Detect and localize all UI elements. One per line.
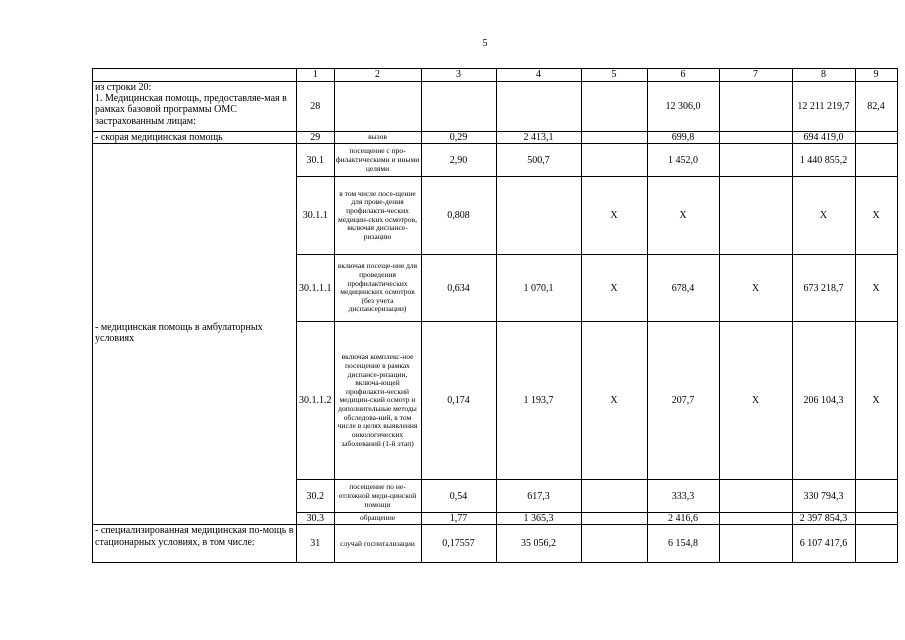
line-number: 28 — [297, 82, 335, 132]
line-number: 30.1 — [297, 144, 335, 177]
value-cell: 333,3 — [647, 480, 719, 513]
value-cell: 12 306,0 — [647, 82, 719, 132]
line-number: 30.1.1.2 — [297, 322, 335, 480]
value-cell: 206 104,3 — [792, 322, 855, 480]
value-cell: 6 154,8 — [647, 525, 719, 563]
value-cell — [719, 144, 792, 177]
value-cell: 2,90 — [421, 144, 496, 177]
line-number: 29 — [297, 132, 335, 144]
value-cell: 1 193,7 — [496, 322, 581, 480]
value-cell: 207,7 — [647, 322, 719, 480]
value-cell: X — [792, 177, 855, 255]
value-cell — [581, 82, 647, 132]
row-label: - скорая медицинская помощь — [93, 132, 297, 144]
value-cell — [855, 144, 897, 177]
unit-cell: вызов — [334, 132, 421, 144]
value-cell: X — [719, 255, 792, 322]
header-cell-empty — [93, 69, 297, 82]
value-cell — [581, 480, 647, 513]
value-cell: 617,3 — [496, 480, 581, 513]
value-cell — [421, 82, 496, 132]
unit-cell — [334, 82, 421, 132]
header-row — [93, 69, 898, 82]
line-number: 30.1.1.1 — [297, 255, 335, 322]
value-cell: 12 211 219,7 — [792, 82, 855, 132]
unit-cell: включая посеще-ние для проведения профилактических медицинских осмотров (без учета диспансеризации) — [334, 255, 421, 322]
value-cell: 694 419,0 — [792, 132, 855, 144]
value-cell — [581, 513, 647, 525]
value-cell — [719, 525, 792, 563]
table-row — [93, 144, 898, 177]
value-cell: X — [855, 177, 897, 255]
value-cell: 0,17557 — [421, 525, 496, 563]
value-cell — [496, 177, 581, 255]
row-label-ambulatory: - медицинская помощь в амбулаторных условиях — [93, 144, 297, 525]
value-cell — [581, 144, 647, 177]
header-cell: 5 — [581, 69, 647, 82]
header-cell: 2 — [334, 69, 421, 82]
value-cell: 678,4 — [647, 255, 719, 322]
header-cell: 1 — [297, 69, 335, 82]
header-cell: 6 — [647, 69, 719, 82]
value-cell: 1,77 — [421, 513, 496, 525]
value-cell: 0,29 — [421, 132, 496, 144]
unit-cell: посещение с про-филактическими и иными целями — [334, 144, 421, 177]
table-row — [93, 132, 898, 144]
value-cell: 2 416,6 — [647, 513, 719, 525]
unit-cell: обращение — [334, 513, 421, 525]
value-cell: X — [647, 177, 719, 255]
value-cell: 1 440 855,2 — [792, 144, 855, 177]
value-cell: X — [855, 255, 897, 322]
value-cell: 35 056,2 — [496, 525, 581, 563]
value-cell — [719, 82, 792, 132]
value-cell — [581, 525, 647, 563]
value-cell: 82,4 — [855, 82, 897, 132]
value-cell: 699,8 — [647, 132, 719, 144]
value-cell: 6 107 417,6 — [792, 525, 855, 563]
value-cell: X — [581, 255, 647, 322]
value-cell — [719, 480, 792, 513]
row-label: - специализированная медицинская по-мощь в стационарных условиях, в том числе: — [93, 525, 297, 563]
value-cell — [719, 132, 792, 144]
value-cell — [581, 132, 647, 144]
value-cell: 0,54 — [421, 480, 496, 513]
value-cell: X — [719, 322, 792, 480]
value-cell: 0,808 — [421, 177, 496, 255]
value-cell: X — [855, 322, 897, 480]
header-cell: 3 — [421, 69, 496, 82]
value-cell: 1 070,1 — [496, 255, 581, 322]
value-cell — [855, 525, 897, 563]
unit-cell: посещение по не-отложной меди-цинской помощи — [334, 480, 421, 513]
value-cell — [719, 513, 792, 525]
line-number: 30.2 — [297, 480, 335, 513]
value-cell: 2 397 854,3 — [792, 513, 855, 525]
page-number: 5 — [482, 38, 488, 49]
value-cell — [855, 480, 897, 513]
header-cell: 9 — [855, 69, 897, 82]
value-cell: 1 452,0 — [647, 144, 719, 177]
value-cell: 2 413,1 — [496, 132, 581, 144]
table-row — [93, 525, 898, 563]
value-cell — [496, 82, 581, 132]
row-label: из строки 20: 1. Медицинская помощь, предоставляе-мая в рамках базовой программы ОМС застрахованным лицам: — [93, 82, 297, 132]
value-cell — [855, 132, 897, 144]
header-cell: 8 — [792, 69, 855, 82]
line-number: 30.3 — [297, 513, 335, 525]
unit-cell: в том числе посе-щение для прове-дения профилакти-ческих медицин-ских осмотров, включая диспансе-ризацию — [334, 177, 421, 255]
line-number: 31 — [297, 525, 335, 563]
value-cell: 1 365,3 — [496, 513, 581, 525]
header-cell: 7 — [719, 69, 792, 82]
value-cell: 673 218,7 — [792, 255, 855, 322]
line-number: 30.1.1 — [297, 177, 335, 255]
value-cell: 500,7 — [496, 144, 581, 177]
table-row — [93, 82, 898, 132]
value-cell — [719, 177, 792, 255]
header-cell: 4 — [496, 69, 581, 82]
unit-cell: включая комплекс-ное посещение в рамках диспансе-ризации, включа-ющей профилакти-ческий медицин-ский осмотр и дополнительные методы обследова-ний, в том числе в целях выявления онкологических заболеваний (1-й этап) — [334, 322, 421, 480]
unit-cell: случай госпитализации — [334, 525, 421, 563]
data-table — [92, 68, 898, 563]
value-cell: 0,634 — [421, 255, 496, 322]
value-cell: 0,174 — [421, 322, 496, 480]
value-cell: 330 794,3 — [792, 480, 855, 513]
value-cell: X — [581, 177, 647, 255]
value-cell — [855, 513, 897, 525]
value-cell: X — [581, 322, 647, 480]
